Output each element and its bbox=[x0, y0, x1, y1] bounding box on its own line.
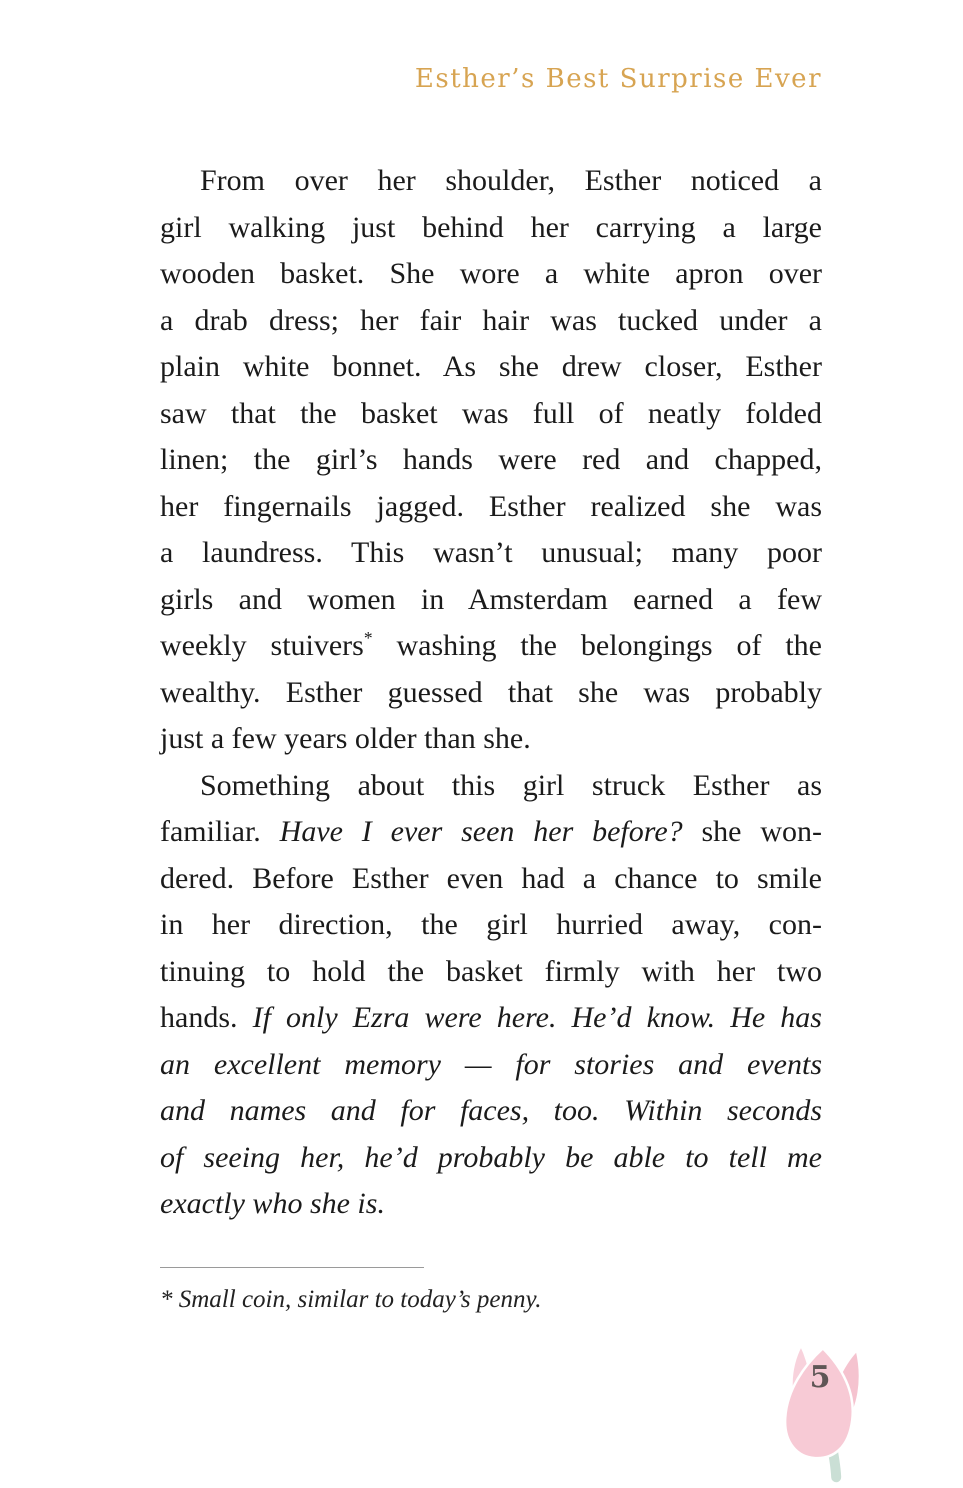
text-line: her fingernails jagged. Esther realized she was bbox=[160, 489, 822, 523]
text-line: girl walking just behind her carrying a large bbox=[160, 210, 822, 244]
text-line: hands. If only Ezra were here. He’d know. He has bbox=[160, 1001, 822, 1034]
text-line: linen; the girl’s hands were red and chapped, bbox=[160, 443, 822, 476]
text-line: familiar. Have I ever seen her before? she won- bbox=[160, 815, 823, 848]
text-line: dered. Before Esther even had a chance to smile bbox=[160, 861, 822, 895]
text-line: a drab dress; her fair hair was tucked under a bbox=[160, 303, 822, 337]
tulip-ornament bbox=[760, 1334, 870, 1484]
text-line: in her direction, the girl hurried away, con- bbox=[160, 908, 822, 941]
tulip-icon bbox=[760, 1334, 870, 1484]
text-line: girls and women in Amsterdam earned a few bbox=[160, 582, 822, 616]
text-line: wooden basket. She wore a white apron over bbox=[160, 257, 822, 290]
body-text bbox=[160, 158, 822, 1228]
text-line: of seeing her, he’d probably be able to tell me bbox=[160, 1140, 822, 1174]
footnote bbox=[160, 1267, 822, 1316]
text-line: saw that the basket was full of neatly folded bbox=[160, 396, 822, 430]
text-line: From over her shoulder, Esther noticed a bbox=[200, 164, 822, 197]
text-line: a laundress. This wasn’t unusual; many poor bbox=[160, 536, 822, 569]
text-line: just a few years older than she. bbox=[160, 722, 531, 755]
text-line: and names and for faces, too. Within seconds bbox=[160, 1094, 822, 1127]
text-line: exactly who she is. bbox=[160, 1187, 385, 1220]
running-header: Esther’s Best Surprise Ever bbox=[414, 64, 822, 94]
text-line: tinuing to hold the basket firmly with her two bbox=[160, 954, 822, 988]
text-line: weekly stuivers* washing the belongings of the bbox=[160, 628, 822, 662]
text-line: an excellent memory — for stories and events bbox=[160, 1047, 822, 1081]
text-line: Something about this girl struck Esther as bbox=[200, 768, 822, 802]
footnote-text: * Small coin, similar to today’s penny. bbox=[160, 1285, 542, 1313]
page-number: 5 bbox=[809, 1360, 831, 1395]
content-column bbox=[160, 64, 822, 1316]
footnote-divider bbox=[160, 1267, 424, 1268]
text-line: plain white bonnet. As she drew closer, Esther bbox=[160, 350, 822, 383]
text-line: wealthy. Esther guessed that she was probably bbox=[160, 675, 822, 709]
